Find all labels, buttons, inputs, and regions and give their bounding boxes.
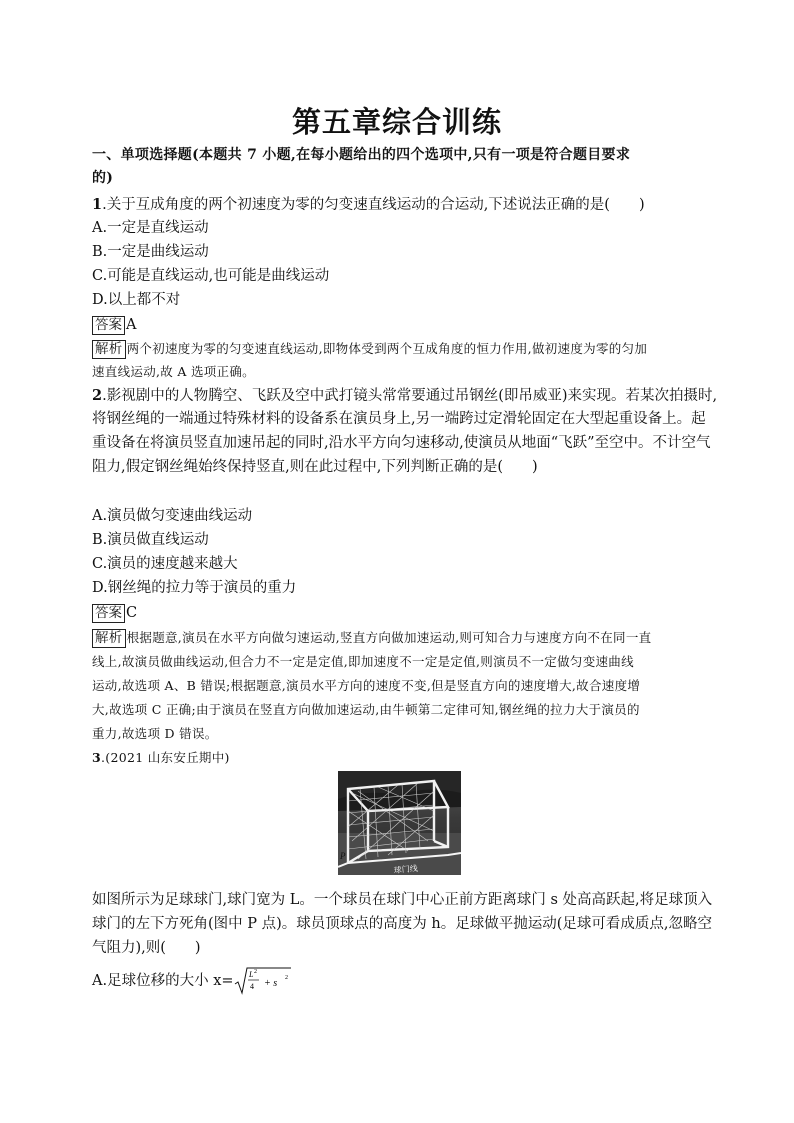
question-2-option-b: B.演员做直线运动: [92, 532, 209, 548]
question-1-option-b: B.一定是曲线运动: [92, 244, 209, 260]
explain-tag: 解析: [92, 340, 126, 359]
question-1-explanation-line2: 速直线运动,故 A 选项正确。: [92, 364, 255, 379]
svg-text:L: L: [248, 970, 253, 979]
question-1-text: .关于互成角度的两个初速度为零的匀变速直线运动的合运动,下述说法正确的是( ): [102, 197, 645, 213]
svg-text:2: 2: [284, 975, 288, 981]
question-1-number: 1: [92, 196, 103, 213]
explain-tag: 解析: [92, 629, 126, 648]
question-2-stem-line4: 阻力,假定钢丝绳始终保持竖直,则在此过程中,下列判断正确的是( ): [92, 459, 538, 475]
question-2-stem-line3: 重设备在将演员竖直加速吊起的同时,沿水平方向匀速移动,使演员从地面“飞跃”至空中。不计空气: [92, 435, 711, 451]
answer-value: A: [126, 317, 137, 333]
question-2-explanation-line4: 大,故选项 C 正确;由于演员在竖直方向做加速运动,由牛顿第二定律可知,钢丝绳的拉力大于演员的: [92, 702, 640, 717]
question-1-option-d: D.以上都不对: [92, 292, 181, 308]
question-3-stem-line2: 球门的左下方死角(图中 P 点)。球员顶球点的高度为 h。足球做平抛运动(足球可看成质点,忽略空: [92, 916, 712, 932]
section-heading-line2: 的): [92, 170, 114, 186]
svg-text:+ s: + s: [263, 978, 277, 989]
question-2-explanation-line3: 运动,故选项 A、B 错误;根据题意,演员水平方向的速度不变,但是竖直方向的速度增大,故合速度增: [92, 678, 641, 693]
question-2-explanation-line1: 解析 根据题意,演员在水平方向做匀速运动,竖直方向做加速运动,则可知合力与速度方向不在同一直: [92, 626, 712, 649]
soccer-goal-photo: [338, 771, 461, 875]
question-2-option-d: D.钢丝绳的拉力等于演员的重力: [92, 580, 297, 596]
question-2-explanation-line5: 重力,故选项 D 错误。: [92, 726, 218, 741]
question-2-answer: [92, 602, 712, 625]
question-1-option-c: C.可能是直线运动,也可能是曲线运动: [92, 268, 330, 284]
question-3-number: 3: [92, 750, 101, 765]
question-1-stem: [92, 193, 712, 217]
svg-text:2: 2: [253, 969, 257, 975]
page-title: 第五章综合训练: [291, 105, 502, 139]
answer-tag: 答案: [92, 604, 125, 623]
question-1-explanation-line1: 解析 两个初速度为零的匀变速直线运动,即物体受到两个互成角度的恒力作用,做初速度为零的匀加: [92, 337, 712, 360]
section-heading-line1: 一、单项选择题(本题共 7 小题,在每小题给出的四个选项中,只有一项是符合题目要求: [92, 147, 631, 163]
sqrt-formula: [234, 966, 292, 996]
figure-label-p: P: [340, 851, 346, 861]
question-1-answer: [92, 314, 712, 337]
question-3-stem-line3: 气阻力),则( ): [92, 940, 201, 956]
question-2-explanation-line2: 线上,故演员做曲线运动,但合力不一定是定值,即加速度不一定是定值,则演员不一定做匀变速曲线: [92, 654, 634, 669]
question-3-stem-line1: 如图所示为足球球门,球门宽为 L。一个球员在球门中心正前方距离球门 s 处高高跃起,将足球顶入: [92, 892, 713, 908]
figure-label-goal-line: 球门线: [393, 863, 419, 875]
question-1-option-a: A.一定是直线运动: [92, 220, 209, 236]
answer-tag: 答案: [92, 316, 125, 335]
question-3-option-a: A.足球位移的大小 x= L 2 4 + s 2: [92, 966, 712, 996]
question-2-option-c: C.演员的速度越来越大: [92, 556, 238, 572]
question-2-number: 2: [92, 387, 103, 404]
svg-text:4: 4: [249, 982, 254, 991]
question-2-stem-line2: 将钢丝绳的一端通过特殊材料的设备系在演员身上,另一端跨过定滑轮固定在大型起重设备上。起: [92, 411, 706, 427]
question-2-stem-line1: 2.影视剧中的人物腾空、飞跃及空中武打镜头常常要通过吊钢丝(即吊威亚)来实现。若某次拍摄时,: [92, 387, 718, 404]
question-3-source: 3.(2021 山东安丘期中): [92, 750, 230, 765]
question-2-option-a: A.演员做匀变速曲线运动: [92, 508, 253, 524]
answer-value: C: [126, 605, 138, 621]
